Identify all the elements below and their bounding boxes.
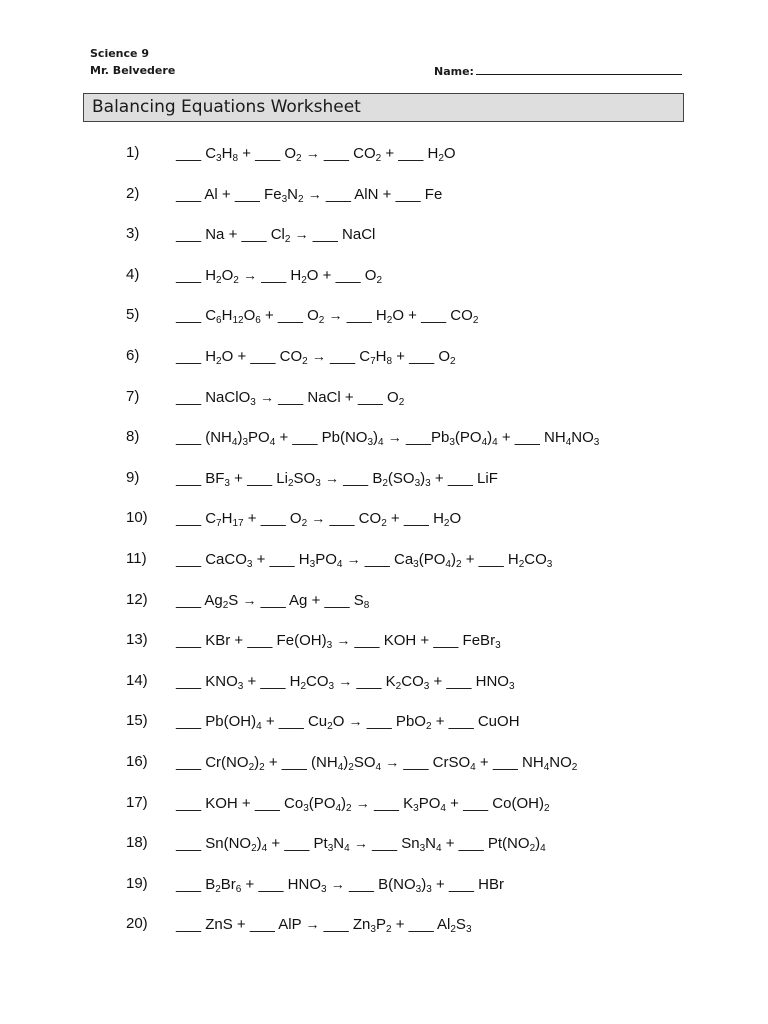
reaction-arrow-icon: → xyxy=(311,510,326,526)
question-number: 12) xyxy=(126,591,148,608)
equation-text: ___ CaCO$_3$ + ___ $H_3PO_4$ → ___ $Ca_3(PO_4)_2$ + ___ $H_2CO_3$ xyxy=(176,551,553,570)
question-item xyxy=(0,831,768,855)
equation-text: ___ $Cr(NO_2)_2$ + ___ $(NH_4)_2SO_4$ → ___ CrSO$_4$ + ___ $NH_4NO_2$ xyxy=(176,754,578,773)
equation-text: ___ $C_3H_8$ + ___ $O_2$ → ___ $CO_2$ + ___ $H_2O$ xyxy=(176,145,456,164)
question-item xyxy=(0,912,768,936)
question-item xyxy=(0,669,768,693)
question-item xyxy=(0,709,768,733)
course-label: Science 9 xyxy=(90,47,149,60)
question-item xyxy=(0,466,768,490)
question-item xyxy=(0,182,768,206)
equation-text: ___ $C_7H_{17}$ + ___ $O_2$ → ___ $CO_2$ + ___ $H_2O$ xyxy=(176,510,462,529)
question-number: 13) xyxy=(126,631,148,648)
equation-text: ___ KBr + ___ $Fe(OH)_3$ → ___ KOH + ___ FeBr$_3$ xyxy=(176,632,501,651)
question-item xyxy=(0,872,768,896)
reaction-arrow-icon: → xyxy=(259,389,274,405)
equation-text: ___ $H_2O_2$ → ___ $H_2O$ + ___ $O_2$ xyxy=(176,267,383,286)
reaction-arrow-icon: → xyxy=(338,673,353,689)
equation-text: ___ $H_2O$ + ___ $CO_2$ → ___ $C_7H_8$ + ___ $O_2$ xyxy=(176,348,456,367)
question-number: 2) xyxy=(126,185,140,202)
reaction-arrow-icon: → xyxy=(305,145,320,161)
question-item xyxy=(0,385,768,409)
question-number: 3) xyxy=(126,225,140,242)
question-number: 19) xyxy=(126,875,148,892)
question-item xyxy=(0,791,768,815)
question-item xyxy=(0,547,768,571)
equation-text: ___ Al + ___ $Fe_3N_2$ → ___ AlN + ___ Fe xyxy=(176,186,443,205)
reaction-arrow-icon: → xyxy=(336,632,351,648)
worksheet-title: Balancing Equations Worksheet xyxy=(92,97,361,117)
equation-text: ___ NaClO$_3$ → ___ NaCl + ___ $O_2$ xyxy=(176,389,405,408)
question-item xyxy=(0,141,768,165)
reaction-arrow-icon: → xyxy=(387,429,402,445)
reaction-arrow-icon: → xyxy=(346,551,361,567)
question-number: 5) xyxy=(126,306,140,323)
question-number: 17) xyxy=(126,794,148,811)
reaction-arrow-icon: → xyxy=(385,754,400,770)
equation-text: ___ $(NH_4)_3PO_4$ + ___ $Pb(NO_3)_4$ → $\_\_\_Pb_3(PO_4)_4$ + ___ $NH_4NO_3$ xyxy=(176,429,600,448)
name-label: Name: xyxy=(434,65,474,78)
reaction-arrow-icon: → xyxy=(242,592,257,608)
question-item xyxy=(0,344,768,368)
equation-text: ___ $Sn(NO_2)_4$ + ___ $Pt_3N_4$ → ___ $Sn_3N_4$ + ___ $Pt(NO_2)_4$ xyxy=(176,835,546,854)
reaction-arrow-icon: → xyxy=(330,876,345,892)
equation-text: ___ KOH + ___ $Co_3(PO_4)_2$ → ___ $K_3PO_4$ + ___ $Co(OH)_2$ xyxy=(176,795,550,814)
question-item xyxy=(0,628,768,652)
equation-text: ___ $Pb(OH)_4$ + ___ $Cu_2O$ → ___ PbO$_2$ + ___ CuOH xyxy=(176,713,520,732)
question-number: 16) xyxy=(126,753,148,770)
question-number: 18) xyxy=(126,834,148,851)
reaction-arrow-icon: → xyxy=(353,835,368,851)
reaction-arrow-icon: → xyxy=(324,470,339,486)
equation-text: ___ $C_6H_{12}O_6$ + ___ $O_2$ → ___ $H_2O$ + ___ $CO_2$ xyxy=(176,307,479,326)
question-number: 14) xyxy=(126,672,148,689)
question-number: 9) xyxy=(126,469,140,486)
equation-text: ___ $KNO_3$ + ___ $H_2CO_3$ → ___ $K_2CO_3$ + ___ $HNO_3$ xyxy=(176,673,515,692)
equation-text: ___ $BF_3$ + ___ $Li_2SO_3$ → ___ $B_2(SO_3)_3$ + ___ LiF xyxy=(176,470,498,489)
reaction-arrow-icon: → xyxy=(243,267,258,283)
question-item xyxy=(0,263,768,287)
question-item xyxy=(0,506,768,530)
question-number: 20) xyxy=(126,915,148,932)
reaction-arrow-icon: → xyxy=(294,226,309,242)
question-number: 11) xyxy=(126,550,147,567)
equation-text: ___ $Ag_2S$ → ___ Ag + ___ $S_8$ xyxy=(176,592,370,611)
teacher-label: Mr. Belvedere xyxy=(90,64,176,77)
question-number: 4) xyxy=(126,266,140,283)
reaction-arrow-icon: → xyxy=(355,795,370,811)
question-item xyxy=(0,425,768,449)
equation-text: ___ Na + ___ $Cl_2$ → ___ NaCl xyxy=(176,226,376,245)
question-number: 1) xyxy=(126,144,140,161)
reaction-arrow-icon: → xyxy=(328,307,343,323)
reaction-arrow-icon: → xyxy=(311,348,326,364)
question-number: 10) xyxy=(126,509,148,526)
question-item xyxy=(0,588,768,612)
question-number: 7) xyxy=(126,388,140,405)
reaction-arrow-icon: → xyxy=(348,713,363,729)
question-number: 8) xyxy=(126,428,140,445)
equation-text: ___ ZnS + ___ AlP → ___ $Zn_3P_2$ + ___ $Al_2S_3$ xyxy=(176,916,472,935)
reaction-arrow-icon: → xyxy=(305,916,320,932)
question-number: 6) xyxy=(126,347,140,364)
reaction-arrow-icon: → xyxy=(307,186,322,202)
question-item xyxy=(0,750,768,774)
equation-text: ___ $B_2Br_6$ + ___ $HNO_3$ → ___ $B(NO_3)_3$ + ___ HBr xyxy=(176,876,504,895)
question-item xyxy=(0,303,768,327)
question-number: 15) xyxy=(126,712,148,729)
question-item xyxy=(0,222,768,246)
